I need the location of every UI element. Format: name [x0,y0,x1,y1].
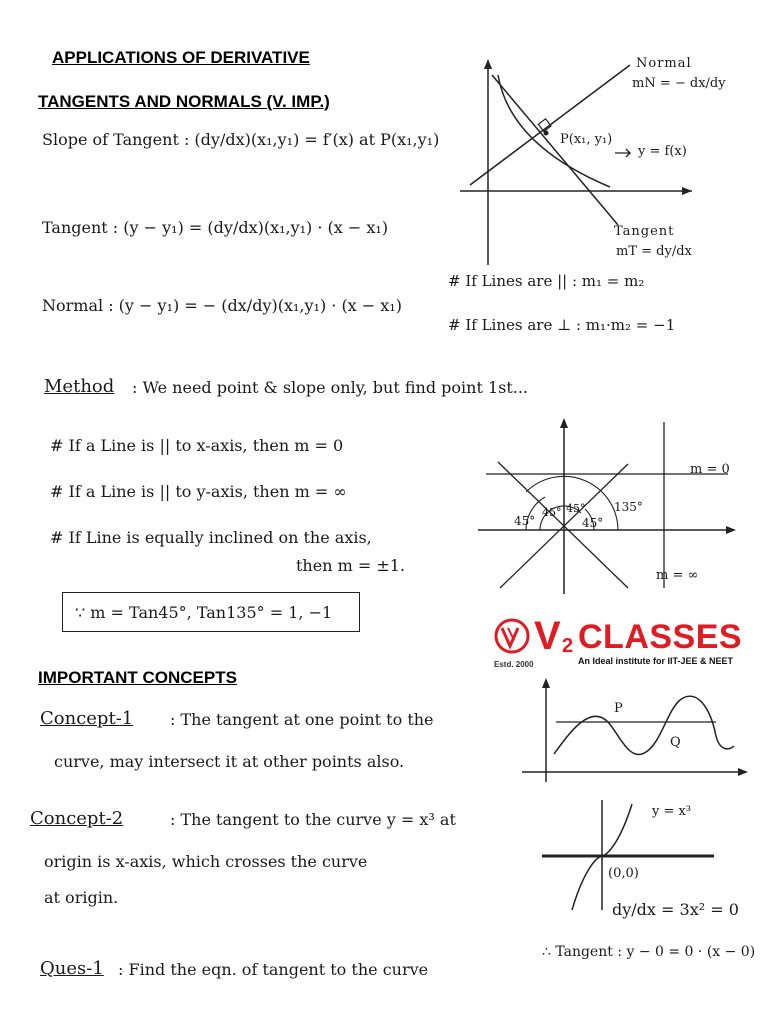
concept2-line3: at origin. [44,888,119,907]
concept2-label: Concept-2 [30,808,124,829]
logo-brand-2: 2 [562,635,574,657]
case-equal-incline: # If Line is equally inclined on the axis, [50,528,372,547]
question-text: : Find the eqn. of tangent to the curve [118,960,429,979]
v2-classes-logo [494,616,754,676]
line-slopes-diagram [478,418,740,598]
normal-formula: Normal : (y − y₁) = − (dx/dy)(x₁,y₁) · (x − x₁) [42,296,402,315]
case-x-axis: # If a Line is || to x-axis, then m = 0 [50,436,344,455]
logo-brand-classes: CLASSES [578,618,743,656]
tangent-formula: Tangent : (y − y₁) = (dy/dx)(x₁,y₁) · (x − x₁) [42,218,389,237]
perpendicular-rule: # If Lines are ⊥ : m₁·m₂ = −1 [448,316,676,334]
curve-label: y = f(x) [638,144,687,159]
angle-45-d: 45° [582,516,604,530]
normal-label: Normal [636,56,692,71]
slope-zero-label: m = 0 [690,462,730,477]
concept1-line1: : The tangent at one point to the [170,710,434,729]
slope-infinity-label: m = ∞ [656,568,699,583]
concept2-line1: : The tangent to the curve y = x³ at [170,810,456,829]
method-text: : We need point & slope only, but find point 1st... [132,378,529,397]
origin-label: (0,0) [608,866,639,881]
logo-emblem-icon [494,618,530,658]
boxed-note: ∵ m = Tan45°, Tan135° = 1, −1 [62,592,360,632]
angle-135: 135° [614,500,643,514]
angle-45-c: 45° [566,502,586,515]
point-p-marker: P [614,701,623,716]
point-p-label: P(x₁, y₁) [560,132,613,147]
case-y-axis: # If a Line is || to y-axis, then m = ∞ [50,482,347,501]
tangent-at-origin: ∴ Tangent : y − 0 = 0 · (x − 0) [542,944,756,960]
normal-slope: mN = − dx/dy [632,76,726,91]
slope-formula: Slope of Tangent : (dy/dx)(x₁,y₁) = f′(x) at P(x₁,y₁) [42,130,440,149]
wavy-curve-diagram [520,676,748,786]
concept1-label: Concept-1 [40,708,134,729]
case-equal-incline-result: then m = ±1. [296,556,406,575]
important-concepts-heading: IMPORTANT CONCEPTS [38,668,237,687]
concept2-line2: origin is x-axis, which crosses the curve [44,852,368,871]
tangent-slope: mT = dy/dx [616,244,692,259]
question-label: Ques-1 [40,958,104,979]
derivative-at-origin: dy/dx = 3x² = 0 [612,900,739,919]
method-label: Method [44,376,115,397]
logo-brand-v: V [534,614,561,658]
logo-estd: Estd. 2000 [494,660,534,669]
tangent-label: Tangent [614,224,675,239]
concept1-line2: curve, may intersect it at other points also. [54,752,405,771]
angle-45-a: 45° [514,514,536,528]
page-title: APPLICATIONS OF DERIVATIVE [52,48,310,67]
section-title: TANGENTS AND NORMALS (V. IMP.) [38,92,330,111]
logo-tagline: An Ideal institute for IIT-JEE & NEET [578,656,734,666]
parallel-rule: # If Lines are || : m₁ = m₂ [448,272,645,290]
cubic-curve-label: y = x³ [652,804,692,819]
point-q-marker: Q [670,735,681,750]
angle-45-b: 45° [542,506,562,519]
